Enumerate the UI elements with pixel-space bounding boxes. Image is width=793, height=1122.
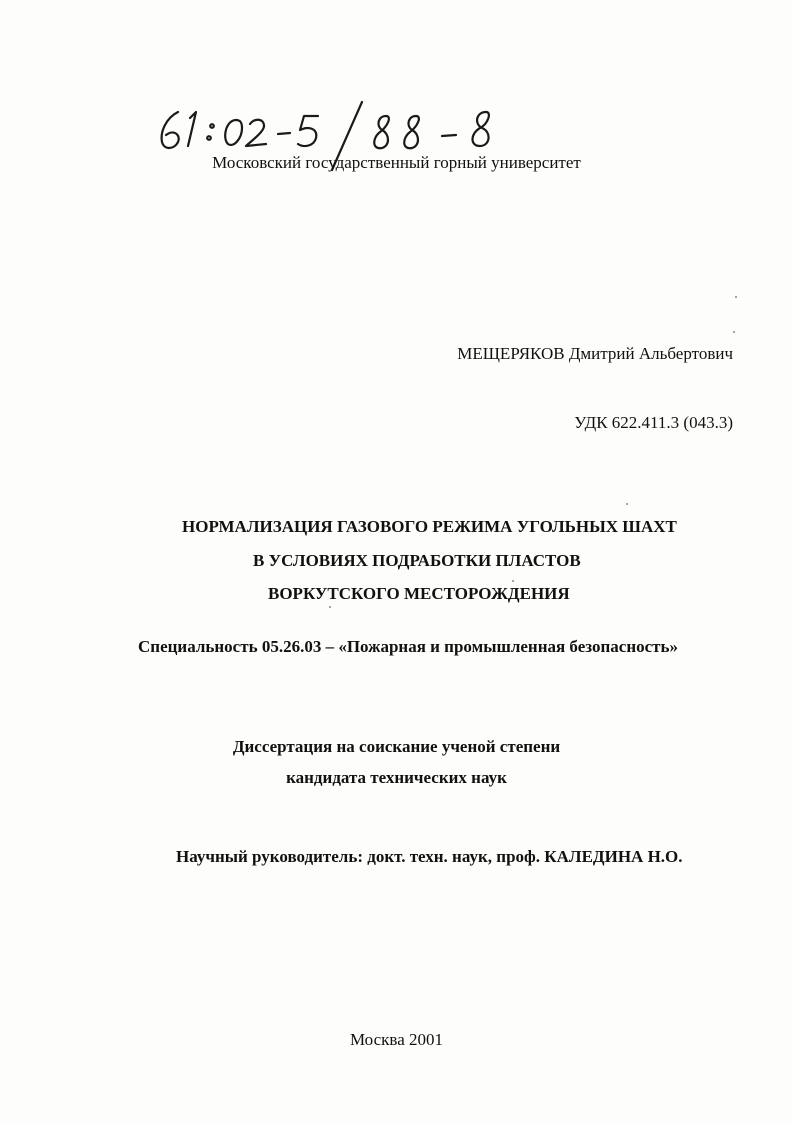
- title-line-3: ВОРКУТСКОГО МЕСТОРОЖДЕНИЯ: [268, 584, 570, 603]
- udc-code: УДК 622.411.3 (043.3): [574, 413, 733, 432]
- specialty: Специальность 05.26.03 – «Пожарная и промышленная безопасность»: [138, 637, 679, 656]
- scan-speck: [735, 296, 737, 298]
- dissertation-line-1: Диссертация на соискание ученой степени: [232, 737, 561, 756]
- scan-speck: [329, 606, 331, 608]
- scan-speck: [512, 580, 514, 582]
- dissertation-line-2: кандидата технических наук: [286, 768, 507, 787]
- title-line-2: В УСЛОВИЯХ ПОДРАБОТКИ ПЛАСТОВ: [253, 551, 581, 570]
- scan-speck: [733, 331, 735, 333]
- title-line-1: НОРМАЛИЗАЦИЯ ГАЗОВОГО РЕЖИМА УГОЛЬНЫХ ШАХТ: [182, 517, 677, 536]
- scientific-supervisor: Научный руководитель: докт. техн. наук, проф. КАЛЕДИНА Н.О.: [176, 847, 683, 866]
- author-name: МЕЩЕРЯКОВ Дмитрий Альбертович: [457, 344, 733, 363]
- university-name: Московский государственный горный университет: [212, 153, 581, 172]
- city-year: Москва 2001: [349, 1030, 444, 1049]
- scan-speck: [626, 503, 628, 505]
